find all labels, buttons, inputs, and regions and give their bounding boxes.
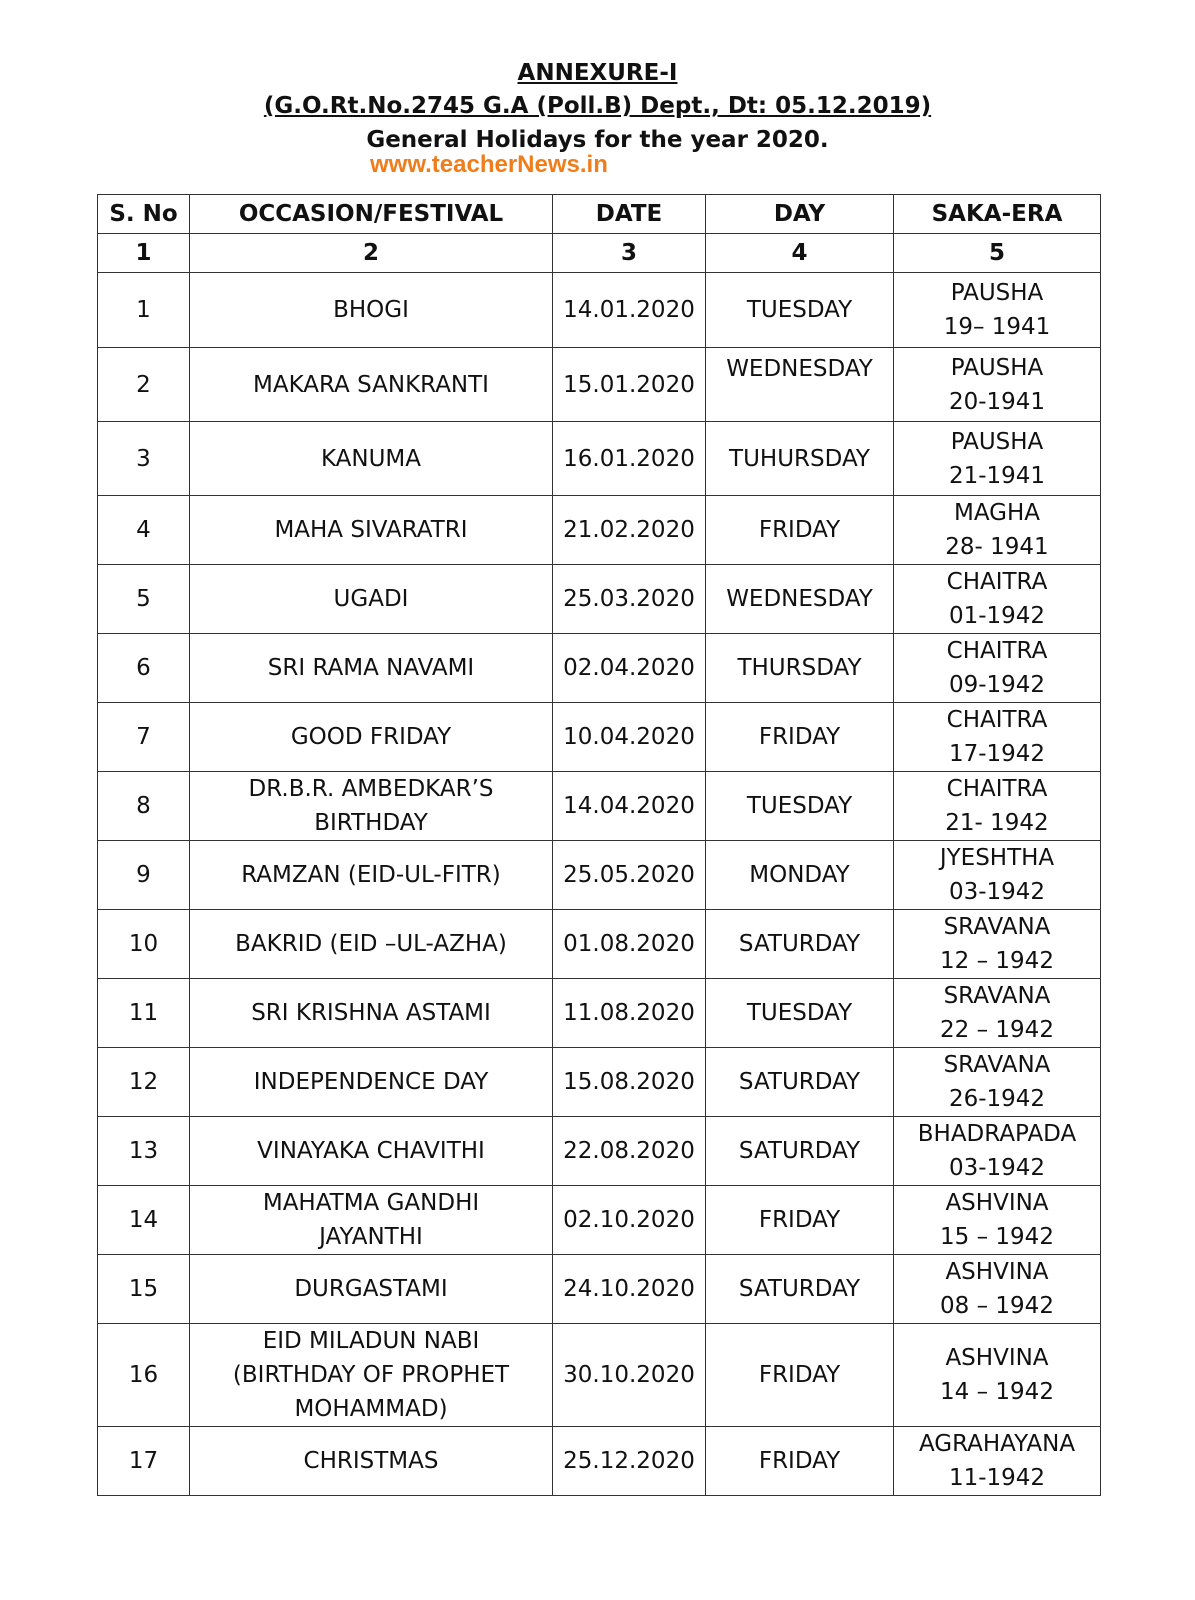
- table-row: [98, 273, 1101, 348]
- saka-era-line: 26-1942: [948, 1086, 1046, 1112]
- annexure-title: ANNEXURE-I: [517, 60, 678, 86]
- cell-saka-era: [894, 772, 1101, 841]
- saka-era-line: 22 – 1942: [940, 1017, 1054, 1043]
- cell-day: THURSDAY: [706, 634, 894, 703]
- cell-saka-era: [894, 841, 1101, 910]
- cell-occasion: [190, 1427, 553, 1496]
- saka-era-line: 19– 1941: [943, 314, 1051, 340]
- column-number: 5: [894, 234, 1101, 273]
- saka-era-line: 03-1942: [948, 879, 1046, 905]
- saka-era-line: CHAITRA: [946, 638, 1048, 664]
- cell-date: 02.10.2020: [553, 1186, 706, 1255]
- cell-sno: 10: [98, 910, 190, 979]
- saka-era-line: PAUSHA: [950, 280, 1044, 306]
- cell-date: 25.12.2020: [553, 1427, 706, 1496]
- saka-era-line: SRAVANA: [943, 914, 1051, 940]
- cell-occasion: [190, 496, 553, 565]
- occasion-line: MAHA SIVARATRI: [274, 517, 468, 543]
- cell-saka-era: [894, 703, 1101, 772]
- table-row: [98, 979, 1101, 1048]
- cell-sno: 11: [98, 979, 190, 1048]
- cell-sno: 9: [98, 841, 190, 910]
- cell-date: 14.04.2020: [553, 772, 706, 841]
- cell-date: 25.03.2020: [553, 565, 706, 634]
- cell-occasion: [190, 273, 553, 348]
- occasion-line: MOHAMMAD): [294, 1396, 448, 1422]
- cell-day: WEDNESDAY: [706, 565, 894, 634]
- saka-era-line: 15 – 1942: [940, 1224, 1054, 1250]
- government-order-reference: (G.O.Rt.No.2745 G.A (Poll.B) Dept., Dt: 05.12.2019): [263, 93, 932, 119]
- column-header-saka-era: SAKA-ERA: [894, 195, 1101, 234]
- cell-date: 11.08.2020: [553, 979, 706, 1048]
- cell-date: 10.04.2020: [553, 703, 706, 772]
- table-row: [98, 422, 1101, 496]
- table-row: [98, 565, 1101, 634]
- saka-era-line: AGRAHAYANA: [918, 1431, 1076, 1457]
- table-row: [98, 1048, 1101, 1117]
- saka-era-line: 20-1941: [948, 388, 1046, 415]
- saka-era-line: 08 – 1942: [940, 1293, 1054, 1319]
- cell-sno: 2: [98, 348, 190, 422]
- cell-saka-era: [894, 1255, 1101, 1324]
- cell-occasion: [190, 841, 553, 910]
- cell-day: TUESDAY: [706, 273, 894, 348]
- saka-era-line: 17-1942: [948, 741, 1046, 767]
- cell-day: TUHURSDAY: [706, 422, 894, 496]
- occasion-line: (BIRTHDAY OF PROPHET: [232, 1362, 510, 1388]
- saka-era-line: MAGHA: [953, 500, 1041, 526]
- cell-occasion: [190, 565, 553, 634]
- cell-occasion: [190, 1324, 553, 1427]
- cell-day: TUESDAY: [706, 772, 894, 841]
- cell-date: 16.01.2020: [553, 422, 706, 496]
- cell-saka-era: [894, 1427, 1101, 1496]
- saka-era-line: CHAITRA: [946, 776, 1048, 802]
- occasion-line: BHOGI: [333, 297, 409, 323]
- cell-saka-era: [894, 1117, 1101, 1186]
- occasion-line: BAKRID (EID –UL-AZHA): [235, 931, 507, 957]
- cell-saka-era: [894, 1048, 1101, 1117]
- cell-day: FRIDAY: [706, 1186, 894, 1255]
- cell-occasion: [190, 979, 553, 1048]
- column-header-date: DATE: [553, 195, 706, 234]
- saka-era-line: CHAITRA: [946, 569, 1048, 595]
- occasion-line: MAHATMA GANDHI: [262, 1190, 480, 1216]
- column-number-row: [98, 234, 1101, 273]
- cell-day: SATURDAY: [706, 1117, 894, 1186]
- occasion-line: UGADI: [333, 586, 409, 612]
- occasion-line: GOOD FRIDAY: [290, 724, 452, 750]
- table-row: [98, 841, 1101, 910]
- cell-occasion: [190, 422, 553, 496]
- occasion-line: MAKARA SANKRANTI: [253, 371, 489, 398]
- cell-saka-era: [894, 273, 1101, 348]
- cell-occasion: [190, 703, 553, 772]
- cell-day: FRIDAY: [706, 703, 894, 772]
- cell-day: TUESDAY: [706, 979, 894, 1048]
- cell-occasion: [190, 1117, 553, 1186]
- saka-era-line: 14 – 1942: [940, 1379, 1054, 1405]
- cell-date: 30.10.2020: [553, 1324, 706, 1427]
- cell-saka-era: [894, 1324, 1101, 1427]
- cell-day: MONDAY: [706, 841, 894, 910]
- table-row: [98, 1255, 1101, 1324]
- saka-era-line: 12 – 1942: [940, 948, 1054, 974]
- cell-sno: 16: [98, 1324, 190, 1427]
- cell-saka-era: [894, 979, 1101, 1048]
- cell-saka-era: [894, 348, 1101, 422]
- column-number: 2: [190, 234, 553, 273]
- column-header-day: DAY: [706, 195, 894, 234]
- watermark-text: www.teacherNews.in: [370, 151, 608, 178]
- occasion-line: DURGASTAMI: [294, 1276, 448, 1302]
- cell-sno: 8: [98, 772, 190, 841]
- saka-era-line: BHADRAPADA: [917, 1121, 1077, 1147]
- cell-saka-era: [894, 1186, 1101, 1255]
- column-header-sno: S. No: [98, 195, 190, 234]
- occasion-line: BIRTHDAY: [314, 810, 428, 836]
- cell-sno: 12: [98, 1048, 190, 1117]
- table-row: [98, 1117, 1101, 1186]
- cell-date: 01.08.2020: [553, 910, 706, 979]
- table-row: [98, 703, 1101, 772]
- cell-day: SATURDAY: [706, 1255, 894, 1324]
- cell-occasion: [190, 910, 553, 979]
- table-row: [98, 348, 1101, 422]
- cell-sno: 14: [98, 1186, 190, 1255]
- cell-sno: 13: [98, 1117, 190, 1186]
- occasion-line: CHRISTMAS: [303, 1448, 439, 1474]
- cell-sno: 15: [98, 1255, 190, 1324]
- saka-era-line: SRAVANA: [943, 983, 1051, 1009]
- cell-day: FRIDAY: [706, 496, 894, 565]
- column-number: 1: [98, 234, 190, 273]
- cell-occasion: [190, 348, 553, 422]
- cell-day: FRIDAY: [706, 1427, 894, 1496]
- cell-saka-era: [894, 565, 1101, 634]
- saka-era-line: 28- 1941: [945, 534, 1049, 560]
- saka-era-line: 03-1942: [948, 1155, 1046, 1181]
- column-header-occasion: OCCASION/FESTIVAL: [190, 195, 553, 234]
- cell-occasion: [190, 634, 553, 703]
- table-row: [98, 1324, 1101, 1427]
- table-row: [98, 496, 1101, 565]
- holidays-table: [97, 194, 1101, 1496]
- cell-day: SATURDAY: [706, 910, 894, 979]
- saka-era-line: ASHVINA: [945, 1259, 1049, 1285]
- cell-day: WEDNESDAY: [706, 348, 894, 422]
- saka-era-line: PAUSHA: [950, 428, 1044, 455]
- occasion-line: DR.B.R. AMBEDKAR’S: [248, 776, 494, 802]
- cell-sno: 4: [98, 496, 190, 565]
- cell-occasion: [190, 1255, 553, 1324]
- document-subtitle: General Holidays for the year 2020.: [366, 127, 829, 153]
- cell-saka-era: [894, 634, 1101, 703]
- cell-saka-era: [894, 910, 1101, 979]
- saka-era-line: ASHVINA: [945, 1345, 1049, 1371]
- cell-sno: 7: [98, 703, 190, 772]
- saka-era-line: 21-1941: [948, 462, 1046, 489]
- cell-sno: 5: [98, 565, 190, 634]
- cell-sno: 17: [98, 1427, 190, 1496]
- cell-sno: 6: [98, 634, 190, 703]
- occasion-line: SRI KRISHNA ASTAMI: [251, 1000, 491, 1026]
- table-row: [98, 1427, 1101, 1496]
- cell-date: 24.10.2020: [553, 1255, 706, 1324]
- saka-era-line: ASHVINA: [945, 1190, 1049, 1216]
- cell-sno: 1: [98, 273, 190, 348]
- table-row: [98, 1186, 1101, 1255]
- cell-occasion: [190, 1048, 553, 1117]
- occasion-line: SRI RAMA NAVAMI: [267, 655, 475, 681]
- table-row: [98, 772, 1101, 841]
- column-number: 3: [553, 234, 706, 273]
- saka-era-line: CHAITRA: [946, 707, 1048, 733]
- occasion-line: KANUMA: [320, 445, 422, 472]
- cell-day: SATURDAY: [706, 1048, 894, 1117]
- cell-occasion: [190, 1186, 553, 1255]
- cell-date: 22.08.2020: [553, 1117, 706, 1186]
- cell-date: 02.04.2020: [553, 634, 706, 703]
- cell-date: 25.05.2020: [553, 841, 706, 910]
- occasion-line: JAYANTHI: [319, 1224, 423, 1250]
- saka-era-line: 01-1942: [948, 603, 1046, 629]
- occasion-line: VINAYAKA CHAVITHI: [257, 1138, 485, 1164]
- occasion-line: EID MILADUN NABI: [262, 1328, 480, 1354]
- cell-date: 21.02.2020: [553, 496, 706, 565]
- saka-era-line: JYESHTHA: [939, 845, 1055, 871]
- cell-saka-era: [894, 496, 1101, 565]
- saka-era-line: 09-1942: [948, 672, 1046, 698]
- table-row: [98, 634, 1101, 703]
- saka-era-line: SRAVANA: [943, 1052, 1051, 1078]
- saka-era-line: 21- 1942: [945, 810, 1049, 836]
- cell-saka-era: [894, 422, 1101, 496]
- cell-occasion: [190, 772, 553, 841]
- cell-date: 14.01.2020: [553, 273, 706, 348]
- table-header-row: [98, 195, 1101, 234]
- cell-sno: 3: [98, 422, 190, 496]
- saka-era-line: 11-1942: [948, 1465, 1046, 1491]
- occasion-line: INDEPENDENCE DAY: [253, 1069, 489, 1095]
- cell-date: 15.08.2020: [553, 1048, 706, 1117]
- table-row: [98, 910, 1101, 979]
- cell-day: FRIDAY: [706, 1324, 894, 1427]
- holidays-table-body: [98, 273, 1101, 1496]
- column-number: 4: [706, 234, 894, 273]
- cell-date: 15.01.2020: [553, 348, 706, 422]
- occasion-line: RAMZAN (EID-UL-FITR): [241, 862, 501, 888]
- saka-era-line: PAUSHA: [950, 354, 1044, 381]
